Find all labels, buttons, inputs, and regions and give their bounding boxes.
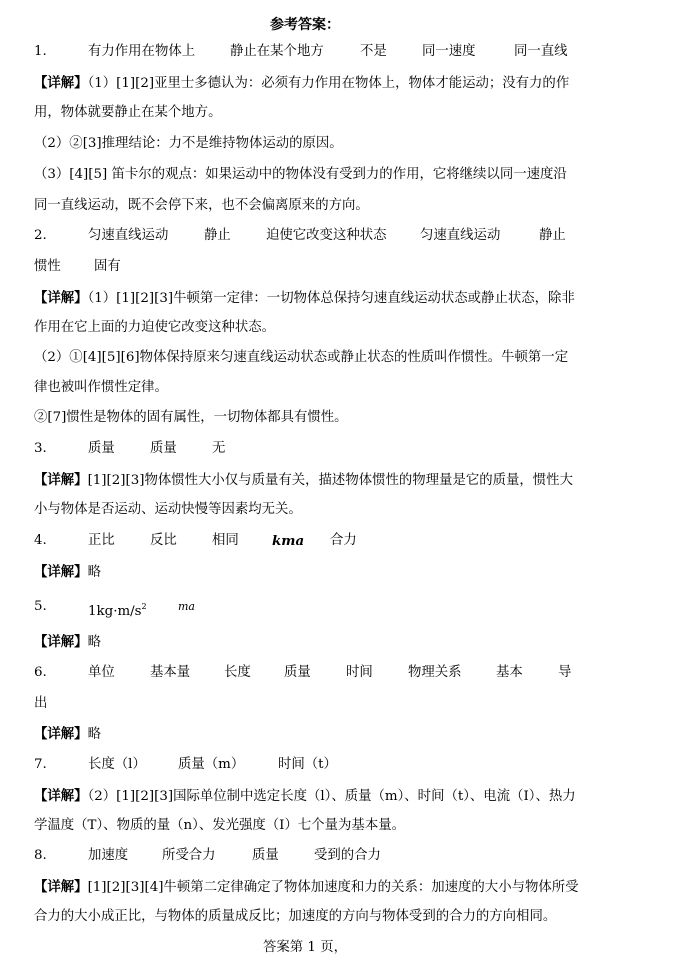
answer-blank: 匀速直线运动 <box>88 228 169 243</box>
question-number: 4. <box>34 533 47 548</box>
answer-blank: 相同 <box>212 533 239 548</box>
answer-blank: 加速度 <box>88 848 129 863</box>
answer-blank: 正比 <box>88 533 115 548</box>
answer-blank: kma <box>272 533 305 549</box>
detail-line: 律也被叫作惯性定律。 <box>34 380 168 395</box>
answer-blank: 长度（l） <box>88 757 146 772</box>
detail-line: 同一直线运动，既不会停下来，也不会偏离原来的方向。 <box>34 198 369 213</box>
detail-line: 【详解】略 <box>34 634 101 650</box>
answer-blank: 长度 <box>224 665 251 680</box>
detail-line: 【详解】略 <box>34 564 101 580</box>
answer-blank: 质量 <box>252 848 279 863</box>
detail-line: （3）[4][5] 笛卡尔的观点：如果运动中的物体没有受到力的作用，它将继续以同一速度沿 <box>34 167 567 182</box>
answer-blank: 基本量 <box>150 665 191 680</box>
answer-blank: 反比 <box>150 533 177 548</box>
detail-line: 合力的大小成正比，与物体的质量成反比；加速度的方向与物体受到的合力的方向相同。 <box>34 909 557 924</box>
question-number: 2. <box>34 228 47 243</box>
answer-blank: 时间 <box>346 665 373 680</box>
detail-line: 学温度（T）、物质的量（n）、发光强度（I）七个量为基本量。 <box>34 818 405 833</box>
detail-tag: 【详解】 <box>34 788 88 804</box>
answer-blank: 匀速直线运动 <box>420 228 501 243</box>
answer-blank: 有力作用在物体上 <box>88 44 196 59</box>
detail-line: 出 <box>34 696 48 711</box>
answer-blank: 静止在某个地方 <box>230 44 324 59</box>
detail-line: ②[7]惯性是物体的固有属性，一切物体都具有惯性。 <box>34 410 348 425</box>
answer-blank: 质量（m） <box>178 757 245 772</box>
detail-line: 作用在它上面的力迫使它改变这种状态。 <box>34 320 276 335</box>
detail-line: 【详解】[1][2][3][4]牛顿第二定律确定了物体加速度和力的关系：加速度的大小与物体所受 <box>34 879 579 895</box>
answer-blank: 无 <box>212 441 226 456</box>
answer-blank: $1kg\cdot m/s^2$ <box>88 602 147 619</box>
answer-blank: 受到的合力 <box>314 848 381 863</box>
detail-tag: 【详解】 <box>34 726 88 742</box>
answer-blank: ma <box>178 600 195 613</box>
answer-blank: 合力 <box>330 533 357 548</box>
detail-line: （2）①[4][5][6]物体保持原来匀速直线运动状态或静止状态的性质叫作惯性。牛顿第一定 <box>34 350 569 365</box>
detail-tag: 【详解】 <box>34 75 88 91</box>
detail-tag: 【详解】 <box>34 879 88 895</box>
page-footer: 答案第 1 页， <box>263 940 347 955</box>
detail-line: 【详解】（2）[1][2][3]国际单位制中选定长度（l）、质量（m）、时间（t）、电流（I）、热力 <box>34 788 576 804</box>
answer-blank: 单位 <box>88 665 115 680</box>
detail-line: 【详解】（1）[1][2]亚里士多德认为：必须有力作用在物体上，物体才能运动；没有力的作 <box>34 75 570 91</box>
detail-line: 用，物体就要静止在某个地方。 <box>34 105 222 120</box>
question-number: 6. <box>34 665 47 680</box>
question-number: 3. <box>34 441 47 456</box>
answer-blank: 质量 <box>88 441 115 456</box>
detail-line: 小与物体是否运动、运动快慢等因素均无关。 <box>34 502 302 517</box>
detail-line: 【详解】[1][2][3]物体惯性大小仅与质量有关，描述物体惯性的物理量是它的质量，惯性大 <box>34 472 573 488</box>
detail-line: 【详解】（1）[1][2][3]牛顿第一定律：一切物体总保持匀速直线运动状态或静止状态，除非 <box>34 290 575 306</box>
detail-line: （2）②[3]推理结论：力不是维持物体运动的原因。 <box>34 136 343 151</box>
detail-tag: 【详解】 <box>34 564 88 580</box>
answer-blank: 基本 <box>496 665 523 680</box>
answer-blank: 静止 <box>204 228 231 243</box>
question-number: 7. <box>34 757 47 772</box>
question-number: 8. <box>34 848 47 863</box>
answer-blank: 质量 <box>284 665 311 680</box>
answer-blank: 同一直线 <box>514 44 568 59</box>
detail-tag: 【详解】 <box>34 472 88 488</box>
answer-blank: 质量 <box>150 441 177 456</box>
answer-blank: 所受合力 <box>162 848 216 863</box>
question-number: 5. <box>34 599 47 614</box>
answer-blank: 时间（t） <box>278 757 337 772</box>
answer-blank: 同一速度 <box>422 44 476 59</box>
detail-tag: 【详解】 <box>34 290 88 306</box>
detail-line: 【详解】略 <box>34 726 101 742</box>
answer-blank: 迫使它改变这种状态 <box>266 228 387 243</box>
answer-blank: 物理关系 <box>408 665 462 680</box>
answer-blank: 导 <box>558 665 572 680</box>
page-title: 参考答案： <box>270 17 340 33</box>
answer-blank: 惯性 <box>34 259 61 274</box>
answer-blank: 静止 <box>539 228 566 243</box>
answer-blank: 固有 <box>94 259 121 274</box>
detail-tag: 【详解】 <box>34 634 88 650</box>
answer-blank: 不是 <box>360 44 387 59</box>
question-number: 1. <box>34 44 47 59</box>
